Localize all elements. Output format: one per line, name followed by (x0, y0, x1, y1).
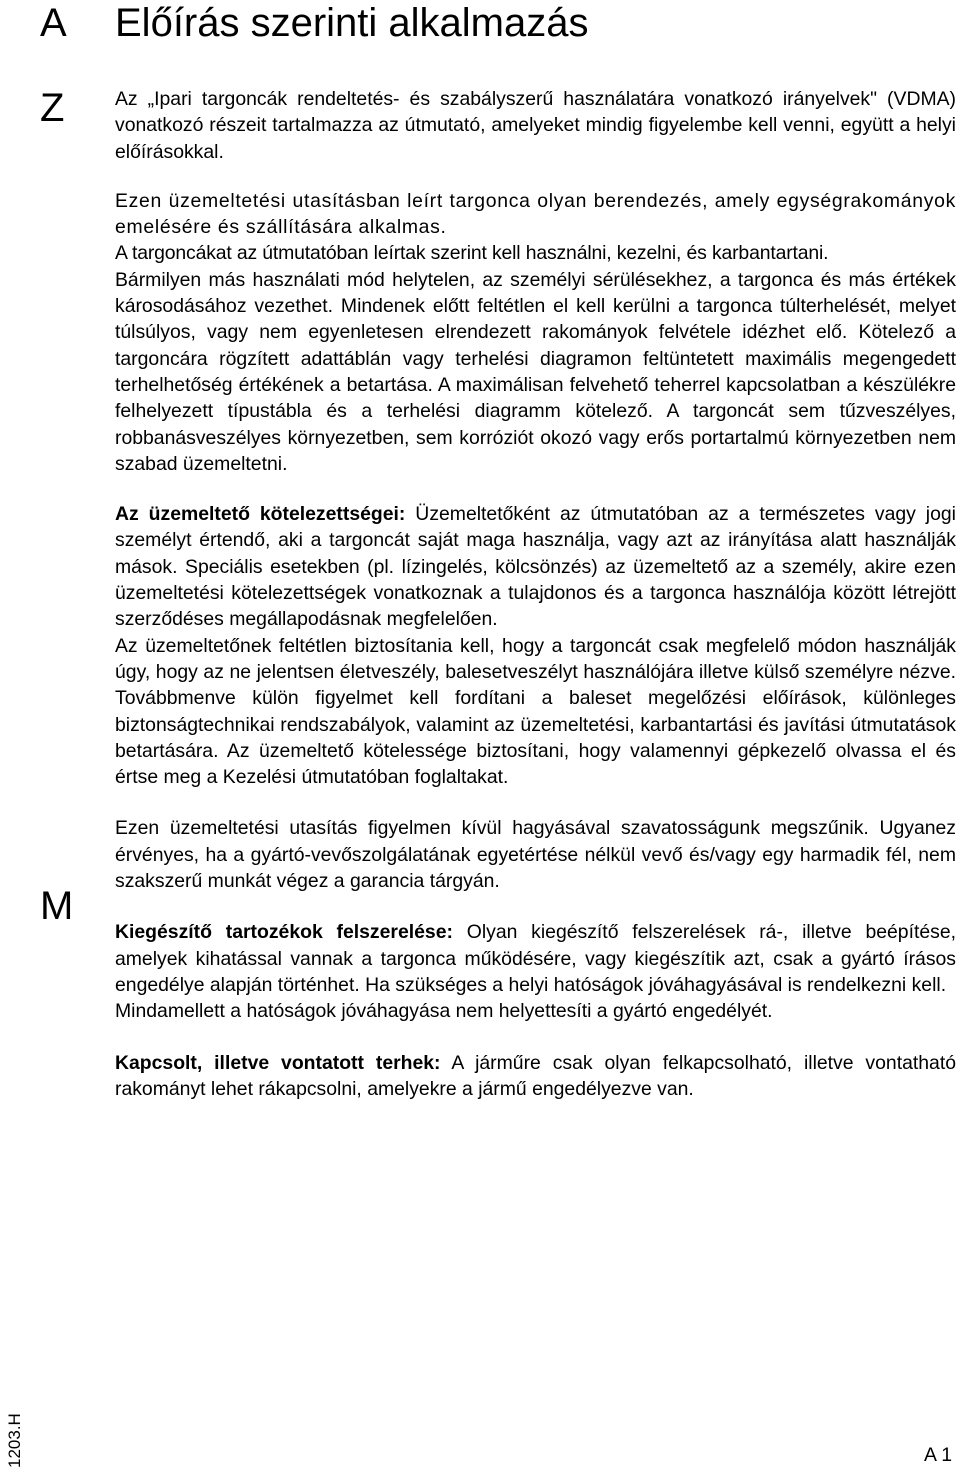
document-code: 1203.H (5, 1413, 24, 1468)
operator-duties-heading: Az üzemeltető kötelezettségei: (115, 503, 406, 526)
accessories-heading: Kiegészítő tartozékok felszerelése: (115, 921, 453, 944)
towed-loads-text: A járműre csak olyan felkapcsolható, illetve vontatható rakományt lehet rákapcsolni, amelyekre a jármű engedélyezve van. (115, 1051, 956, 1100)
paragraph-operator-duties (115, 501, 956, 632)
paragraph-authority-approval: Mindamellett a hatóságok jóváhagyása nem helyettesíti a gyártó engedélyét. (115, 1000, 773, 1023)
body-text (115, 86, 956, 1102)
towed-loads-heading: Kapcsolt, illetve vontatott terhek: (115, 1051, 441, 1074)
section-letter-m: M (40, 884, 74, 928)
section-letter-a: A (40, 1, 67, 45)
accessories-text: Olyan kiegészítő felszerelések rá-, illetve beépítése, amelyek kihatással vannak a targonca működésére, vagy kiegészítik azt, csak a gyártó írásos engedélye alapján történhet. Ha szükséges a helyi hatóságok jóváhagyásával is rendelkezni kell. (115, 921, 957, 996)
paragraph-description: Ezen üzemeltetési utasításban leírt targonca olyan berendezés, amely egységrakományok emelésére és szállítására alkalmas. (115, 189, 956, 239)
page-number: A 1 (923, 1444, 952, 1466)
page-title: Előírás szerinti alkalmazás (115, 1, 589, 45)
section-letter-z: Z (40, 86, 65, 130)
paragraph-warranty: Ezen üzemeltetési utasítás figyelmen kívül hagyásával szavatosságunk megszűnik. Ugyanez érvényes, ha a gyártó-vevőszolgálatának egyetértése nélkül vevő és/vagy egy harmadik fél, nem szakszerű munkát végez a garancia tárgyán. (115, 817, 956, 893)
paragraph-accessories (115, 919, 956, 998)
paragraph-towed-loads (115, 1050, 956, 1103)
paragraph-vdma: Az „Ipari targoncák rendeltetés- és szabályszerű használatára vonatkozó irányelvek" (VDMA) vonatkozó részeit tartalmazza az útmutató, amelyeket mindig figyelembe kell venni, együtt a helyi előírásokkal. (115, 88, 956, 163)
paragraph-usage: A targoncákat az útmutatóban leírtak szerint kell használni, kezelni, és karbantartani. (115, 242, 829, 265)
paragraph-operator-responsibility: Az üzemeltetőnek feltétlen biztosítania kell, hogy a targoncát csak megfelelő módon használják úgy, hogy az ne jelentsen életveszély, balesetveszélyt használójára illetve külső személyre nézve. Továbbmenve külön figyelmet kell fordítani a baleset megelőzési előírások, különleges biztonságtechnikai rendszabályok, valamint az üzemeltetési, karbantartási és javítási útmutatások betartására. Az üzemeltető kötelessége biztosítani, hogy valamennyi gépkezelő olvassa el és értse meg a Kezelési útmutatóban foglaltakat. (115, 634, 956, 789)
paragraph-misuse: Bármilyen más használati mód helytelen, az személyi sérülésekhez, a targonca és más értékek károsodásához vezethet. Mindenek előtt feltétlen el kell kerülni a targonca túlterhelését, melyet túlsúlyos, vagy nem egyenletesen elrendezett rakományok felvétele idézhet elő. Kötelező a targoncára rögzített adattáblán vagy terhelési diagramon feltüntetett maximális megengedett terhelhetőség értékének a betartása. A maximálisan felvehető teherrel kapcsolatban a készülékre felhelyezett típustábla és a terhelési diagramm kötelező. A targoncát sem tűzveszélyes, robbanásveszélyes környezetben, sem korróziót okozó vagy erős portartalmú környezetben nem szabad üzemeltetni. (115, 268, 956, 475)
operator-duties-text: Üzemeltetőként az útmutatóban az a természetes vagy jogi személyt értendő, aki a targoncát saját maga használja, vagy azt az irányítása alatt használják mások. Speciális esetekben (pl. lízingelés, kölcsönzés) az üzemeltető az a személy, akire ezen üzemeltetési kötelezettségek vonatkoznak a tulajdonos és a targonca használója között létrejött szerződéses megállapodásnak megfelelően. (115, 503, 956, 631)
